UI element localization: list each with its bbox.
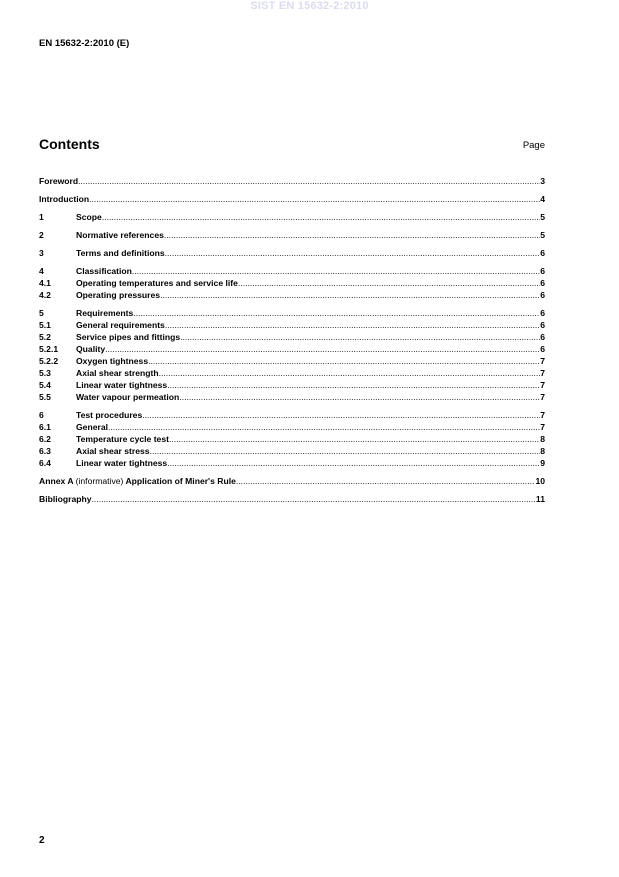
contents-title: Contents xyxy=(39,136,100,152)
document-id: EN 15632-2:2010 (E) xyxy=(39,38,130,49)
toc-entry-title xyxy=(76,433,169,445)
toc-entry[interactable] xyxy=(39,175,545,187)
toc-entry-title xyxy=(76,229,164,241)
toc-entry[interactable] xyxy=(39,193,545,205)
toc-dot-leader xyxy=(167,457,540,469)
toc-dot-leader xyxy=(78,175,540,187)
toc-entry-title xyxy=(76,307,133,319)
toc-dot-leader xyxy=(150,445,541,457)
toc-entry-page: 6 xyxy=(540,278,545,288)
toc-entry-page: 11 xyxy=(535,494,545,504)
toc-entry-page: 3 xyxy=(540,176,545,186)
toc-entry-title xyxy=(39,493,92,505)
toc-entry[interactable] xyxy=(39,457,545,469)
toc-entry-bibliography[interactable] xyxy=(39,493,545,505)
toc-dot-leader xyxy=(132,265,540,277)
toc-dot-leader xyxy=(160,289,540,301)
toc-entry-title xyxy=(76,211,102,223)
toc-dot-leader xyxy=(180,331,540,343)
toc-entry-title xyxy=(76,421,108,433)
toc-entry-number: 3 xyxy=(39,248,44,258)
toc-entry-page: 7 xyxy=(540,380,545,390)
toc-entry-number: 5.3 xyxy=(39,368,51,378)
toc-entry-number: 6.4 xyxy=(39,458,51,468)
toc-dot-leader xyxy=(165,319,540,331)
toc-entry-title xyxy=(76,343,105,355)
toc-entry-number: 5.2 xyxy=(39,332,51,342)
toc-entry-title-text: Scope xyxy=(76,212,102,222)
toc-entry-title-text: Terms and definitions xyxy=(76,248,165,258)
toc-entry[interactable] xyxy=(39,421,545,433)
toc-entry[interactable] xyxy=(39,331,545,343)
toc-dot-leader xyxy=(165,247,541,259)
toc-entry-title-text: Axial shear stress xyxy=(76,446,150,456)
toc-entry-title-text: Operating temperatures and service life xyxy=(76,278,238,288)
toc-entry[interactable] xyxy=(39,319,545,331)
toc-entry-page: 6 xyxy=(540,320,545,330)
toc-entry-title-text: Oxygen tightness xyxy=(76,356,149,366)
toc-entry-page: 9 xyxy=(540,458,545,468)
toc-dot-leader xyxy=(169,433,540,445)
toc-entry-title-text: Classification xyxy=(76,266,132,276)
toc-dot-leader xyxy=(133,307,540,319)
toc-dot-leader xyxy=(179,391,540,403)
toc-entry-page: 7 xyxy=(540,410,545,420)
toc-entry-title-text: Temperature cycle test xyxy=(76,434,169,444)
toc-entry-title-text: Normative references xyxy=(76,230,164,240)
toc-entry-title xyxy=(76,265,132,277)
toc-entry-number: 5.1 xyxy=(39,320,51,330)
toc-entry-page: 7 xyxy=(540,368,545,378)
toc-dot-leader xyxy=(102,211,540,223)
toc-entry-number: 5.4 xyxy=(39,380,51,390)
toc-entry-number: 5.2.1 xyxy=(39,344,59,354)
toc-entry[interactable] xyxy=(39,391,545,403)
toc-entry[interactable] xyxy=(39,307,545,319)
toc-entry-title xyxy=(76,277,238,289)
toc-entry-title xyxy=(76,247,165,259)
toc-entry[interactable] xyxy=(39,211,545,223)
toc-entry-title-text: Operating pressures xyxy=(76,290,161,300)
toc-entry-title-text: Water vapour permeation xyxy=(76,392,180,402)
page-column-label: Page xyxy=(522,140,545,151)
toc-entry-title xyxy=(76,445,150,457)
toc-entry-title xyxy=(39,475,236,487)
toc-entry-page: 7 xyxy=(540,422,545,432)
page-number: 2 xyxy=(39,835,45,846)
toc-entry[interactable] xyxy=(39,445,545,457)
toc-dot-leader xyxy=(89,193,540,205)
toc-entry[interactable] xyxy=(39,247,545,259)
toc-entry-title-text: Axial shear strength xyxy=(76,368,159,378)
toc-entry-title xyxy=(39,175,78,187)
toc-entry-title xyxy=(76,457,167,469)
toc-entry-page: 6 xyxy=(540,344,545,354)
toc-entry-title xyxy=(39,193,89,205)
toc-entry-title xyxy=(76,409,142,421)
toc-entry-number: 2 xyxy=(39,230,44,240)
toc-entry-number: 4.1 xyxy=(39,278,51,288)
toc-entry-title-text: Introduction xyxy=(39,194,90,204)
toc-entry[interactable] xyxy=(39,277,545,289)
toc-dot-leader xyxy=(148,355,540,367)
toc-dot-leader xyxy=(92,493,536,505)
toc-dot-leader xyxy=(142,409,540,421)
toc-entry-title xyxy=(76,289,160,301)
toc-dot-leader xyxy=(159,367,541,379)
toc-entry-page: 6 xyxy=(540,290,545,300)
toc-entry-page: 6 xyxy=(540,332,545,342)
toc-entry-number: 4 xyxy=(39,266,44,276)
toc-entry-page: 8 xyxy=(540,446,545,456)
toc-entry-number: 5 xyxy=(39,308,44,318)
toc-entry-number: 6.1 xyxy=(39,422,51,432)
toc-entry-title-text: Requirements xyxy=(76,308,134,318)
toc-entry[interactable] xyxy=(39,229,545,241)
toc-entry-annex[interactable] xyxy=(39,475,545,487)
bibliography-title: Bibliography xyxy=(39,494,92,504)
toc-entry-title-text: General xyxy=(76,422,109,432)
toc-entry-title xyxy=(76,355,148,367)
toc-entry-page: 6 xyxy=(540,248,545,258)
toc-entry-number: 1 xyxy=(39,212,44,222)
toc-dot-leader xyxy=(164,229,540,241)
toc-entry[interactable] xyxy=(39,289,545,301)
watermark-text: SIST EN 15632-2:2010 xyxy=(250,0,369,12)
toc-entry[interactable] xyxy=(39,265,545,277)
toc-entry-number: 4.2 xyxy=(39,290,51,300)
annex-prefix: Annex A xyxy=(39,476,74,486)
toc-entry-number: 5.5 xyxy=(39,392,51,402)
toc-entry-page: 8 xyxy=(540,434,545,444)
toc-entry-title xyxy=(76,391,179,403)
toc-entry-title xyxy=(76,319,165,331)
toc-entry-title-text: Linear water tightness xyxy=(76,458,168,468)
toc-dot-leader xyxy=(108,421,540,433)
toc-entry-title-text: Foreword xyxy=(39,176,79,186)
toc-entry-page: 6 xyxy=(540,308,545,318)
toc-entry-title-text: General requirements xyxy=(76,320,165,330)
toc-dot-leader xyxy=(238,277,540,289)
toc-dot-leader xyxy=(167,379,540,391)
toc-entry-number: 6.2 xyxy=(39,434,51,444)
toc-entry-title xyxy=(76,367,159,379)
toc-entry-number: 6 xyxy=(39,410,44,420)
toc-entry-page: 10 xyxy=(535,476,545,486)
toc-entry-title xyxy=(76,379,167,391)
toc-entry-title-text: Quality xyxy=(76,344,106,354)
toc-entry[interactable] xyxy=(39,433,545,445)
toc-entry-title-text: Test procedures xyxy=(76,410,143,420)
toc-entry-title-text: Linear water tightness xyxy=(76,380,168,390)
toc-entry[interactable] xyxy=(39,343,545,355)
annex-title: Application of Miner's Rule xyxy=(125,476,236,486)
table-of-contents xyxy=(39,175,545,505)
toc-entry-title-text: Service pipes and fittings xyxy=(76,332,181,342)
toc-entry-page: 5 xyxy=(540,212,545,222)
toc-entry-number: 5.2.2 xyxy=(39,356,59,366)
toc-entry-page: 6 xyxy=(540,266,545,276)
toc-entry-page: 7 xyxy=(540,356,545,366)
toc-dot-leader xyxy=(105,343,540,355)
toc-entry[interactable] xyxy=(39,409,545,421)
toc-entry[interactable] xyxy=(39,379,545,391)
toc-entry[interactable] xyxy=(39,367,545,379)
toc-entry-number: 6.3 xyxy=(39,446,51,456)
toc-entry-page: 4 xyxy=(540,194,545,204)
toc-entry-page: 7 xyxy=(540,392,545,402)
toc-entry-page: 5 xyxy=(540,230,545,240)
toc-dot-leader xyxy=(236,475,536,487)
toc-entry[interactable] xyxy=(39,355,545,367)
annex-informative: (informative) xyxy=(75,476,124,486)
toc-entry-title xyxy=(76,331,180,343)
